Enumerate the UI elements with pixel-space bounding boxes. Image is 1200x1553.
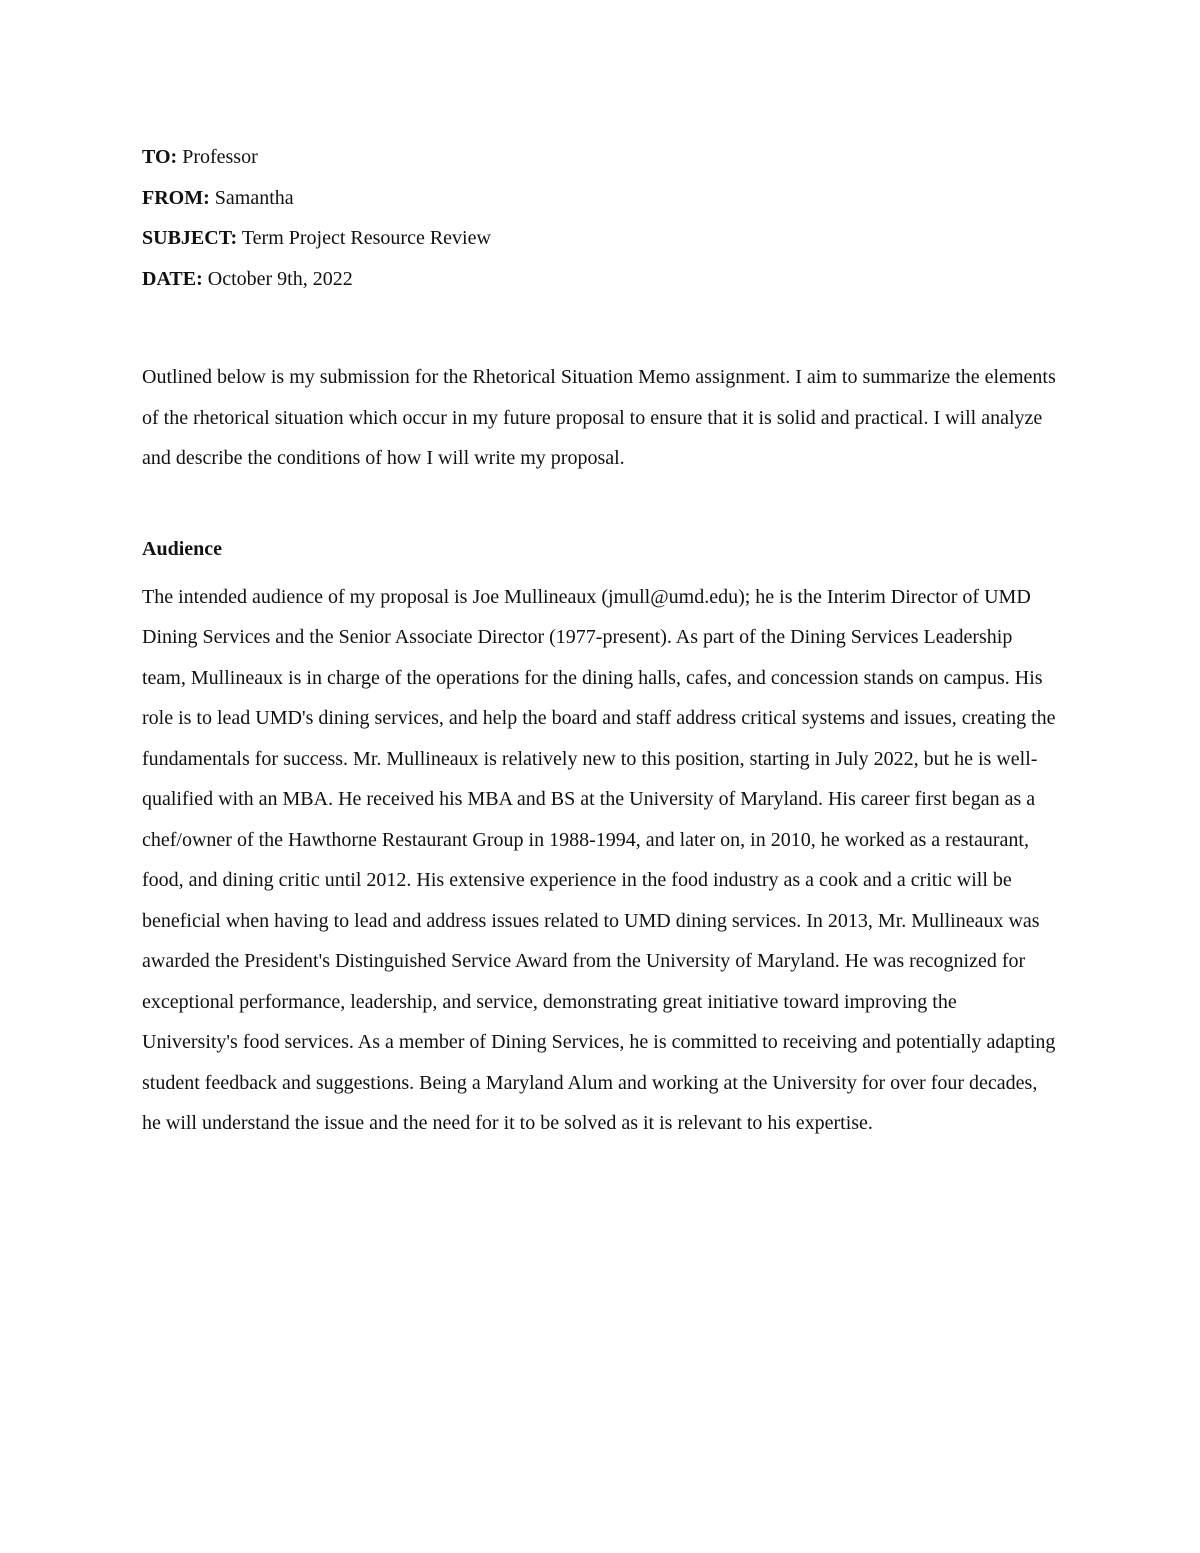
memo-from-value: Samantha <box>214 186 294 209</box>
memo-subject-label: SUBJECT: <box>142 227 238 249</box>
audience-paragraph: The intended audience of my proposal is Joe Mullineaux (jmull@umd.edu); he is the Interim Director of UMD Dining Services and the Senior Associate Director (1977-present). As part of the Dining Services Leadership team, Mullineaux is in charge of the operations for the dining halls, cafes, and concession stands on campus. His role is to lead UMD's dining services, and help the board and staff address critical systems and issues, creating the fundamentals for success. Mr. Mullineaux is relatively new to this position, starting in July 2022, but he is well-qualified with an MBA. He received his MBA and BS at the University of Maryland. His career first began as a chef/owner of the Hawthorne Restaurant Group in 1988-1994, and later on, in 2010, he worked as a restaurant, food, and dining critic until 2012. His extensive experience in the food industry as a cook and a critic will be beneficial when having to lead and address issues related to UMD dining services. In 2013, Mr. Mullineaux was awarded the President's Distinguished Service Award from the University of Maryland. He was recognized for exceptional performance, leadership, and service, demonstrating great initiative toward improving the University's food services. As a member of Dining Services, he is committed to receiving and potentially adapting student feedback and suggestions. Being a Maryland Alum and working at the University for over four decades, he will understand the issue and the need for it to be solved as it is relevant to his expertise. <box>142 585 1056 1134</box>
memo-to-value: Professor <box>182 146 258 168</box>
memo-from-label: FROM: <box>142 186 210 209</box>
intro-paragraph: Outlined below is my submission for the Rhetorical Situation Memo assignment. I aim to summarize the elements of the rhetorical situation which occur in my future proposal to ensure that it is solid and practical. I will analyze and describe the conditions of how I will write my proposal. <box>142 366 1056 469</box>
memo-date-value: October 9th, 2022 <box>207 267 353 290</box>
memo-subject-value: Term Project Resource Review <box>241 227 491 249</box>
audience-heading: Audience <box>142 537 222 560</box>
memo-date-line <box>142 259 1057 300</box>
memo-content <box>142 137 1057 1144</box>
memo-to-label: TO: <box>142 146 178 168</box>
memo-to-line <box>142 137 1057 178</box>
memo-date-label: DATE: <box>142 267 203 290</box>
memo-from-line <box>142 178 1057 219</box>
memo-subject-line <box>142 218 1057 259</box>
